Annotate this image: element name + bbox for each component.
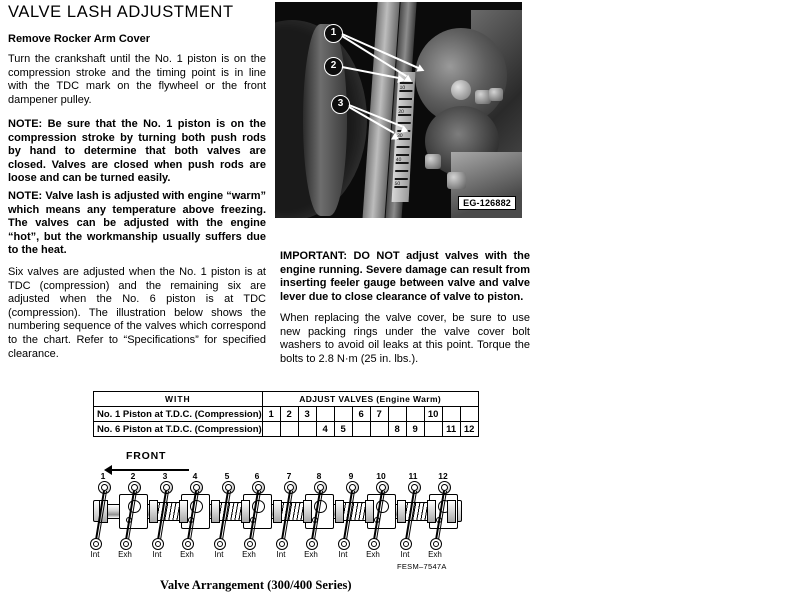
shaft-collar bbox=[427, 500, 436, 523]
valve-number: 7 bbox=[286, 471, 292, 481]
shaft-collar bbox=[273, 500, 282, 523]
shaft-collar bbox=[241, 500, 250, 523]
valve-pad bbox=[368, 538, 380, 550]
paragraph-valve-cover: When replacing the valve cover, be sure to use new packing rings under the valve cover bolt washers to avoid oil leaks at this point. Torque the bolts to 2.8 N·m (25 in. lbs.). bbox=[280, 312, 530, 365]
valve-type-label: Int bbox=[214, 550, 224, 559]
shaft-collar bbox=[335, 500, 344, 523]
chart-valve-cell: 6 bbox=[352, 407, 370, 422]
paragraph-note-1: NOTE: Be sure that the No. 1 piston is on the compression stroke by turning both push rods by hand to determine that both valves are closed. Valves are closed when push rods are loose and can be turned easily. bbox=[8, 118, 266, 185]
chart-valve-cell: 5 bbox=[334, 422, 352, 437]
valve-type-label: Int bbox=[152, 550, 162, 559]
valve-pad bbox=[430, 538, 442, 550]
valve-pad bbox=[90, 538, 102, 550]
valve-number: 2 bbox=[130, 471, 136, 481]
valve-pad bbox=[152, 538, 164, 550]
valve-type-label: Int bbox=[276, 550, 286, 559]
valve-type-label: Int bbox=[90, 550, 100, 559]
valve-pad bbox=[182, 538, 194, 550]
chart-valve-cell: 2 bbox=[280, 407, 298, 422]
chart-valve-cell: 8 bbox=[388, 422, 406, 437]
valve-type-label: Exh bbox=[428, 550, 442, 559]
valve-number: 9 bbox=[348, 471, 354, 481]
shaft-collar bbox=[303, 500, 312, 523]
photo-scale-40: 40 bbox=[395, 157, 402, 163]
valve-type-label: Exh bbox=[118, 550, 132, 559]
photo-scale-20: 20 bbox=[398, 109, 405, 115]
table-row bbox=[94, 407, 479, 422]
chart-valve-cell: 4 bbox=[316, 422, 334, 437]
front-arrow-line bbox=[111, 469, 189, 471]
valve-pad bbox=[400, 538, 412, 550]
chart-valve-cell: 1 bbox=[262, 407, 280, 422]
adjust-valves-chart bbox=[93, 391, 479, 437]
photo-id-label: EG-126882 bbox=[458, 196, 516, 210]
shaft-collar bbox=[211, 500, 220, 523]
chart-valve-cell bbox=[424, 422, 442, 437]
valve-pad bbox=[338, 538, 350, 550]
chart-valve-cell bbox=[442, 407, 460, 422]
photo-pulley-rim bbox=[303, 24, 347, 216]
table-header-row bbox=[94, 392, 479, 407]
diagram-caption: Valve Arrangement (300/400 Series) bbox=[160, 578, 352, 592]
chart-valve-cell bbox=[370, 422, 388, 437]
paragraph-six-valves: Six valves are adjusted when the No. 1 piston is at TDC (compression) and the remaining six are adjusted when the No. 6 piston is at TDC (compression). The illustration below shows the numbering sequence of the valves which correspond to the chart. Refer to “Specifications” for specified clearance. bbox=[8, 266, 266, 360]
chart-row-label: No. 1 Piston at T.D.C. (Compression) bbox=[94, 407, 263, 422]
photo-scale-30: 30 bbox=[396, 133, 403, 139]
chart-header-adjust-valves: ADJUST VALVES (Engine Warm) bbox=[262, 392, 478, 407]
shaft-collar bbox=[179, 500, 188, 523]
chart-valve-cell bbox=[298, 422, 316, 437]
valve-number: 3 bbox=[162, 471, 168, 481]
valve-pad bbox=[120, 538, 132, 550]
shaft-collar bbox=[447, 500, 456, 523]
valve-type-label: Int bbox=[400, 550, 410, 559]
chart-valve-cell: 10 bbox=[424, 407, 442, 422]
photo-callout-2-arrowhead bbox=[397, 75, 405, 84]
table-row bbox=[94, 422, 479, 437]
chart-valve-cell: 12 bbox=[460, 422, 478, 437]
page-title: VALVE LASH ADJUSTMENT bbox=[8, 3, 234, 21]
valve-number: 6 bbox=[254, 471, 260, 481]
photo-callout-1: 1 bbox=[324, 24, 343, 43]
engine-photo bbox=[275, 2, 522, 218]
chart-valve-cell bbox=[460, 407, 478, 422]
photo-bolt bbox=[451, 80, 471, 100]
valve-pad bbox=[214, 538, 226, 550]
valve-type-label: Exh bbox=[366, 550, 380, 559]
chart-valve-cell bbox=[388, 407, 406, 422]
photo-callout-3: 3 bbox=[331, 95, 350, 114]
valve-number: 5 bbox=[224, 471, 230, 481]
chart-valve-cell bbox=[316, 407, 334, 422]
valve-pad bbox=[276, 538, 288, 550]
chart-valve-cell: 9 bbox=[406, 422, 424, 437]
valve-type-label: Int bbox=[338, 550, 348, 559]
chart-valve-cell bbox=[280, 422, 298, 437]
section-heading: Remove Rocker Arm Cover bbox=[8, 33, 151, 45]
chart-row-label: No. 6 Piston at T.D.C. (Compression) bbox=[94, 422, 263, 437]
valve-pad bbox=[244, 538, 256, 550]
valve-arrangement-diagram bbox=[90, 450, 463, 571]
valve-number: 4 bbox=[192, 471, 198, 481]
valve-number: 8 bbox=[316, 471, 322, 481]
chart-valve-cell bbox=[352, 422, 370, 437]
diagram-part-number: FESM–7547A bbox=[397, 562, 447, 571]
valve-type-label: Exh bbox=[180, 550, 194, 559]
chart-valve-cell bbox=[334, 407, 352, 422]
valve-number: 1 bbox=[100, 471, 106, 481]
valve-number: 10 bbox=[376, 471, 386, 481]
paragraph-important: IMPORTANT: DO NOT adjust valves with the engine running. Severe damage can result from inserting feeler gauge between valve and valve lever due to close clearance of valve to piston. bbox=[280, 250, 530, 303]
photo-nut-c bbox=[425, 154, 441, 169]
chart-valve-cell: 3 bbox=[298, 407, 316, 422]
photo-scale-50: 50 bbox=[394, 181, 401, 187]
front-direction-label: FRONT bbox=[126, 450, 167, 462]
chart-valve-cell: 11 bbox=[442, 422, 460, 437]
paragraph-note-2: NOTE: Valve lash is adjusted with engine “warm” which means any temperature above freezing. The valves can be adjusted with the engine “hot”, but the workmanship usually suffers due to the heat. bbox=[8, 190, 266, 257]
photo-nut-d bbox=[447, 172, 466, 189]
valve-type-label: Exh bbox=[242, 550, 256, 559]
photo-callout-2: 2 bbox=[324, 57, 343, 76]
paragraph-intro: Turn the crankshaft until the No. 1 piston is on the compression stroke and the timing point is in line with the TDC mark on the flywheel or the front dampener pulley. bbox=[8, 53, 266, 106]
photo-nut-b bbox=[489, 88, 503, 101]
chart-valve-cell bbox=[262, 422, 280, 437]
chart-valve-cell bbox=[406, 407, 424, 422]
valve-pad bbox=[306, 538, 318, 550]
valve-number: 12 bbox=[438, 471, 448, 481]
valve-type-label: Exh bbox=[304, 550, 318, 559]
shaft-collar bbox=[397, 500, 406, 523]
shaft-collar bbox=[149, 500, 158, 523]
chart-header-with: WITH bbox=[94, 392, 263, 407]
chart-valve-cell: 7 bbox=[370, 407, 388, 422]
photo-scale-10: 10 bbox=[399, 85, 406, 91]
shaft-collar bbox=[365, 500, 374, 523]
valve-number: 11 bbox=[408, 471, 418, 481]
